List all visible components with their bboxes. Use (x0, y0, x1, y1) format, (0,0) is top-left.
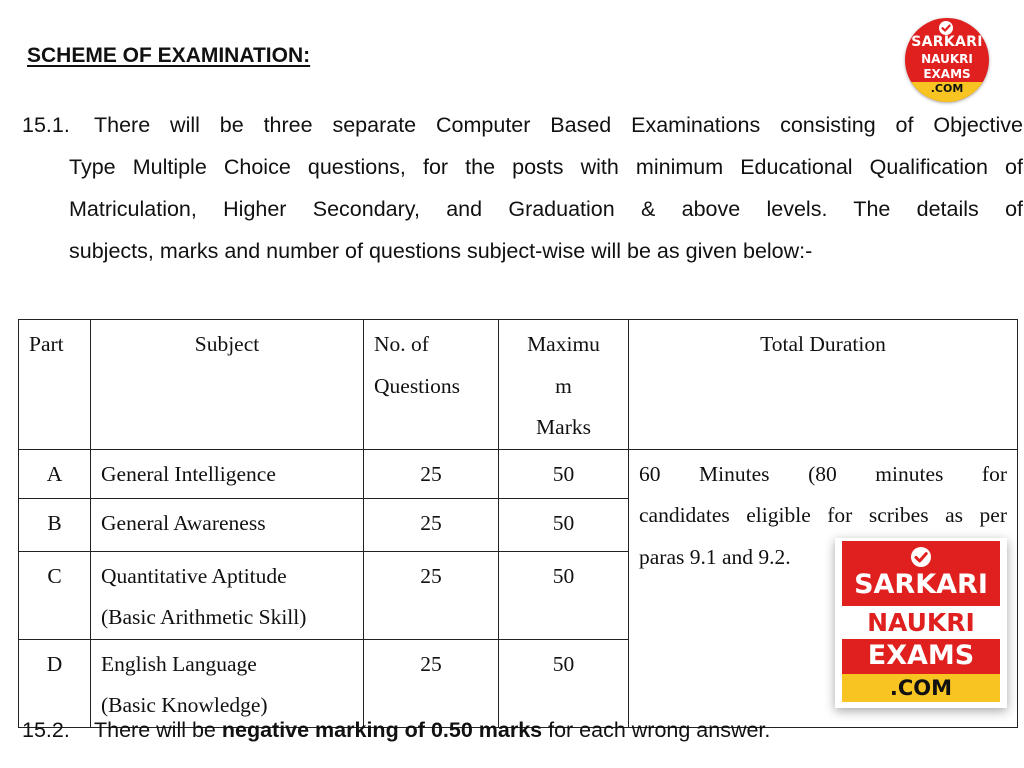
table-row (19, 449, 1018, 498)
paragraph-text-post: for each wrong answer. (542, 718, 771, 742)
header-marks-line: m (555, 373, 572, 398)
paragraph-number: 15.2. (22, 718, 70, 742)
cell-part: C (19, 551, 91, 639)
duration-line: paras 9.1 and 9.2. (639, 544, 791, 569)
duration-line: candidates eligible for scribes as per (639, 503, 1007, 527)
cell-marks: 50 (499, 551, 629, 639)
cell-part: B (19, 498, 91, 551)
watermark-logo-small (905, 18, 989, 102)
cell-subject: General Awareness (91, 498, 364, 551)
subject-line: (Basic Arithmetic Skill) (101, 605, 307, 629)
cell-part: A (19, 449, 91, 498)
check-circle-icon (939, 21, 953, 35)
watermark-logo-large (835, 538, 1007, 708)
header-questions (364, 320, 499, 450)
paragraph-text-bold: negative marking of 0.50 marks (221, 718, 543, 742)
header-duration: Total Duration (629, 320, 1018, 450)
header-questions-line: No. of (374, 332, 429, 356)
header-marks (499, 320, 629, 450)
paragraph-line: There will be three separate Computer Based Examinations consisting of Objective (94, 113, 1023, 137)
logo-text-com: .COM (889, 676, 953, 700)
paragraph-line: Matriculation, Higher Secondary, and Graduation & above levels. The details of (69, 197, 1023, 221)
cell-questions: 25 (364, 498, 499, 551)
paragraph-15-2 (22, 718, 770, 743)
paragraph-text-pre: There will be (94, 718, 222, 742)
logo-text-exams: EXAMS (867, 640, 975, 671)
cell-part: D (19, 639, 91, 727)
table-header-row (19, 320, 1018, 450)
logo-text-sarkari: SARKARI (854, 569, 988, 600)
cell-marks: 50 (499, 449, 629, 498)
header-subject: Subject (91, 320, 364, 450)
paragraph-15-1 (22, 104, 1023, 272)
logo-text-exams: EXAMS (923, 67, 971, 81)
subject-line: English Language (101, 651, 257, 676)
section-heading: SCHEME OF EXAMINATION: (27, 44, 311, 67)
paragraph-line: subjects, marks and number of questions subject-wise will be as given below:- (69, 239, 813, 263)
header-marks-line: Marks (536, 415, 591, 439)
cell-questions: 25 (364, 551, 499, 639)
logo-text-naukri: NAUKRI (921, 52, 973, 66)
cell-subject (91, 639, 364, 727)
logo-text-sarkari: SARKARI (911, 34, 983, 50)
header-part: Part (19, 320, 91, 450)
check-circle-icon (910, 546, 932, 568)
paragraph-number: 15.1. (22, 113, 70, 137)
cell-marks: 50 (499, 498, 629, 551)
header-questions-line: Questions (374, 373, 460, 398)
subject-line: (Basic Knowledge) (101, 693, 268, 717)
duration-line: 60 Minutes (80 minutes for (639, 461, 1007, 486)
cell-questions: 25 (364, 449, 499, 498)
header-marks-line: Maximu (527, 332, 600, 356)
logo-text-com: .COM (930, 82, 964, 95)
subject-line: Quantitative Aptitude (101, 563, 287, 588)
paragraph-line: Type Multiple Choice questions, for the posts with minimum Educational Qualification of (69, 155, 1023, 179)
cell-subject: General Intelligence (91, 449, 364, 498)
cell-subject (91, 551, 364, 639)
logo-text-naukri: NAUKRI (842, 606, 1000, 639)
cell-questions: 25 (364, 639, 499, 727)
cell-marks: 50 (499, 639, 629, 727)
